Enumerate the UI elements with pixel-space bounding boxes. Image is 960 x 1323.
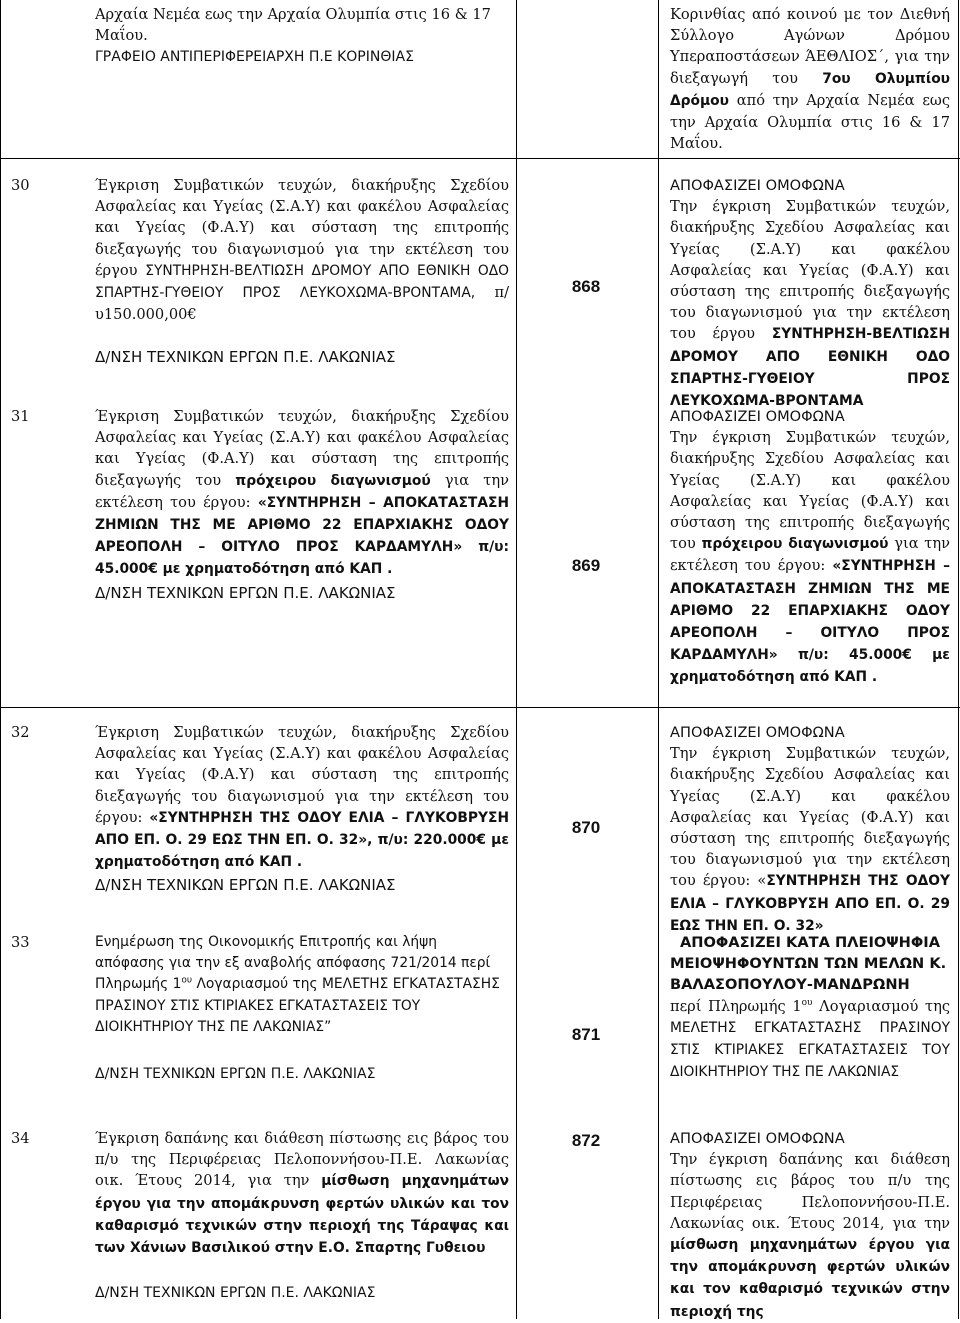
- text-run: ΜΕΛΕΤΗΣ ΕΓΚΑΤΑΣΤΑΣΗΣ ΠΡΑΣΙΝΟΥ ΣΤΙΣ ΚΤΙΡΙΑΚΕΣ ΕΓΚΑΤΑΣΤΑΣΕΙΣ ΤΟΥ ΔΙΟΙΚΗΤΗΡΙΟΥ ΤΗΣ ΠΕ ΛΑΚΩΝΙΑΣ: [670, 1019, 950, 1081]
- resolution-head: ΑΠΟΦΑΣΙΖΕΙ ΟΜΟΦΩΝΑ: [670, 1130, 845, 1147]
- top-left-cell: [95, 4, 510, 69]
- text-run: Την έγκριση δαπάνης και διάθεση πίστωσης εις βάρος του π/υ της Περιφέρειας Πελοποννήσου-Π.Ε. Λακωνίας οικ. Έτους 2014, για την: [670, 1151, 950, 1232]
- top-right-cell: [670, 4, 950, 154]
- text-run-bold: «ΣΥΝΤΗΡΗΣΗ – ΑΠΟΚΑΤΑΣΤΑΣΗ ΖΗΜΙΩΝ ΤΗΣ ΜΕ ΑΡΙΘΜΟ 22 ΕΠΑΡΧΙΑΚΗΣ ΟΔΟΥ ΑΡΕΟΠΟΛΗ – ΟΙΤΥΛΟ ΠΡΟΣ ΚΑΡΔΑΜΥΛΗ» π/υ: 45.000€ με χρηματοδότηση από ΚΑΠ .: [670, 558, 951, 686]
- resolution-cell: [670, 722, 950, 937]
- superscript: ου: [801, 997, 813, 1008]
- resolution-head: ΑΠΟΦΑΣΙΖΕΙ ΟΜΟΦΩΝΑ: [670, 177, 845, 194]
- column-divider-2: [658, 0, 659, 1319]
- item-number: 30: [11, 177, 30, 194]
- item-number: 31: [11, 408, 30, 425]
- text-run: Ενημέρωση της Οικονομικής Επιτροπής και λήψη απόφασης για την εξ αναβολής απόφασης 721/2014 περί Πληρωμής 1: [95, 934, 491, 993]
- item-description: [11, 175, 509, 369]
- item-description: [11, 932, 509, 1085]
- text-run: Την έγκριση Συμβατικών τευχών, διακήρυξης Σχεδίου Ασφαλείας και Υγείας (Σ.Α.Υ) και φακέλου Ασφαλείας και Υγείας (Φ.Α.Υ) και σύσταση της επιτροπής διεξαγωγής του διαγωνισμού για την εκτέλεση του έργου: «: [670, 745, 950, 890]
- resolution-cell: [670, 1128, 950, 1323]
- office-name: ΓΡΑΦΕΙΟ ΑΝΤΙΠΕΡΙΦΕΡΕΙΑΡΧΗ Π.Ε ΚΟΡΙΝΘΙΑΣ: [95, 49, 414, 66]
- department-label: Δ/ΝΣΗ ΤΕΧΝΙΚΩΝ ΕΡΓΩΝ Π.Ε. ΛΑΚΩΝΙΑΣ: [95, 876, 396, 895]
- decision-number: 868: [571, 277, 601, 296]
- text-run-bold: ΣΥΝΤΗΡΗΣΗ ΤΗΣ ΟΔΟΥ ΕΛΙΑ – ΓΛΥΚΟΒΡΥΣΗ ΑΠΟ ΕΠ. Ο. 29 ΕΩΣ ΤΗΝ ΕΠ. Ο. 32»: [670, 873, 951, 934]
- resolution-cell: [670, 932, 950, 1083]
- text-run-bold: μίσθωση μηχανημάτων έργου για την απομάκρυνση φερτών υλικών και τον καθαρισμό τεχνικών στην περιοχή της Τάραψας και των Χάνιων Βασιλικού στην Ε.Ο. Σπαρτης Γυθειου: [95, 1173, 509, 1257]
- item-number: 32: [11, 724, 30, 741]
- table-border-right: [958, 0, 959, 1319]
- text-run: Έγκριση δαπάνης και διάθεση πίστωσης εις βάρος του π/υ της Περιφέρειας Πελοποννήσου-Π.Ε. Λακωνίας οικ. Έτους 2014, για την: [95, 1130, 509, 1190]
- text-run-bold: 7ου Ολυμπίου Δρόμου: [670, 70, 951, 109]
- department-label: Δ/ΝΣΗ ΤΕΧΝΙΚΩΝ ΕΡΓΩΝ Π.Ε. ΛΑΚΩΝΙΑΣ: [95, 1285, 376, 1302]
- text-run-bold: μίσθωση μηχανημάτων έργου για την απομάκρυνση φερτών υλικών και τον καθαρισμό τεχνικών στην περιοχή της: [670, 1237, 950, 1320]
- resolution-head: ΑΠΟΦΑΣΙΖΕΙ ΟΜΟΦΩΝΑ: [670, 724, 845, 741]
- text-run-bold: πρόχειρου διαγωνισμού: [235, 472, 431, 489]
- text-run: ΣΥΝΤΗΡΗΣΗ-ΒΕΛΤΙΩΣΗ ΔΡΟΜΟΥ ΑΠΟ ΕΘΝΙΚΗ ΟΔΟ ΣΠΑΡΤΗΣ-ΓΥΘΕΙΟΥ ΠΡΟΣ ΛΕΥΚΟΧΩΜΑ-ΒΡΟΝΤΑΜΑ,: [95, 262, 509, 302]
- resolution-head: ΑΠΟΦΑΣΙΖΕΙ ΟΜΟΦΩΝΑ: [670, 408, 845, 425]
- column-divider-1: [516, 0, 517, 1319]
- resolution-cell: [670, 406, 950, 689]
- text-run: Έγκριση Συμβατικών τευχών, διακήρυξης Σχεδίου Ασφαλείας και Υγείας (Σ.Α.Υ) και φακέλου Ασφαλείας και Υγείας (Φ.Α.Υ) και σύσταση της επιτροπής διεξαγωγής του: [95, 408, 509, 489]
- decision-number: 872: [571, 1131, 601, 1150]
- agenda-item-33: [11, 932, 509, 1085]
- text-run-bold: , π/υ: 220.000€ με χρηματοδότηση από ΚΑΠ .: [95, 832, 509, 871]
- text-run: από την Αρχαία Νεμέα εως την Αρχαία Ολυμπία στις 16 & 17 Μαΐου.: [670, 91, 950, 153]
- text-run: για την εκτέλεση του έργου:: [670, 535, 950, 575]
- agenda-item-32: [11, 722, 509, 897]
- text-run: Την έγκριση Συμβατικών τευχών, διακήρυξης Σχεδίου Ασφαλείας και Υγείας (Σ.Α.Υ) και φακέλου Ασφαλείας και Υγείας (Φ.Α.Υ) και σύσταση της επιτροπής διεξαγωγής του: [670, 429, 950, 553]
- item-description: [11, 406, 509, 604]
- table-border-left: [0, 0, 1, 1319]
- item-description: [11, 722, 509, 897]
- text-run-bold: «ΣΥΝΤΗΡΗΣΗ – ΑΠΟΚΑΤΑΣΤΑΣΗ ΖΗΜΙΩΝ ΤΗΣ ΜΕ ΑΡΙΘΜΟ 22 ΕΠΑΡΧΙΑΚΗΣ ΟΔΟΥ ΑΡΕΟΠΟΛΗ – ΟΙΤΥΛΟ ΠΡΟΣ ΚΑΡΔΑΜΥΛΗ» π/υ: 45.000€ με χρηματοδότηση από ΚΑΠ .: [95, 494, 509, 578]
- text-run-bold: «ΣΥΝΤΗΡΗΣΗ ΤΗΣ ΟΔΟΥ ΕΛΙΑ – ΓΛΥΚΟΒΡΥΣΗ ΑΠΟ ΕΠ. Ο. 29 ΕΩΣ ΤΗΝ ΕΠ. Ο. 32»: [95, 809, 509, 849]
- resolution-head: ΑΠΟΦΑΣΙΖΕΙ ΚΑΤΑ ΠΛΕΙΟΨΗΦΙΑ: [679, 934, 941, 951]
- text-run: Κορινθίας από κοινού με τον Διεθνή Σύλλογο Αγώνων Δρόμου Υπεραποστάσεων ΆΕΘΛΙΟΣ΄, για την διεξαγωγή του: [670, 6, 950, 87]
- resolution-cell: [670, 175, 950, 412]
- row-divider: [0, 158, 960, 159]
- text-run: π/υ150.000,00€: [95, 284, 509, 324]
- text-run: Έγκριση Συμβατικών τευχών, διακήρυξης Σχεδίου Ασφαλείας και Υγείας (Σ.Α.Υ) και φακέλου Ασφαλείας και Υγείας (Φ.Α.Υ) και σύσταση της επιτροπής διεξαγωγής του διαγωνισμού για την εκτέλεση του έργου:: [95, 724, 509, 826]
- text-line: Αρχαία Νεμέα εως την Αρχαία Ολυμπία στις 16 & 17: [95, 6, 491, 23]
- text-run-bold: πρόχειρου διαγωνισμού: [701, 536, 889, 553]
- text-run: ΜΕΛΕΤΗΣ ΕΓΚΑΤΑΣΤΑΣΗΣ ΠΡΑΣΙΝΟΥ ΣΤΙΣ ΚΤΙΡΙΑΚΕΣ ΕΓΚΑΤΑΣΤΑΣΕΙΣ ΤΟΥ ΔΙΟΙΚΗΤΗΡΙΟΥ ΤΗΣ ΠΕ ΛΑΚΩΝΙΑΣ”: [95, 976, 500, 1035]
- minority-members: ΜΕΙΟΨΗΦΟΥΝΤΩΝ ΤΩΝ ΜΕΛΩΝ Κ. ΒΑΛΑΣΟΠΟΥΛΟΥ-ΜΑΝΔΡΩΝΗ: [670, 955, 947, 994]
- decision-number: 870: [571, 818, 601, 837]
- agenda-item-34: [11, 1128, 509, 1304]
- text-line: Μαΐου.: [95, 27, 148, 45]
- item-number: 33: [11, 934, 30, 951]
- agenda-item-30: [11, 175, 509, 369]
- text-run: Την έγκριση Συμβατικών τευχών, διακήρυξης Σχεδίου Ασφαλείας και Υγείας (Σ.Α.Υ) και φακέλου Ασφαλείας και Υγείας (Φ.Α.Υ) και σύσταση της επιτροπής διεξαγωγής του διαγωνισμού για την εκτέλεση του έργου: [670, 198, 950, 343]
- superscript: ου: [181, 975, 193, 986]
- text-run-bold: ΣΥΝΤΗΡΗΣΗ-ΒΕΛΤΙΩΣΗ ΔΡΟΜΟΥ ΑΠΟ ΕΘΝΙΚΗ ΟΔΟ ΣΠΑΡΤΗΣ-ΓΥΘΕΙΟΥ ΠΡΟΣ ΛΕΥΚΟΧΩΜΑ-ΒΡΟΝΤΑΜΑ: [670, 326, 950, 410]
- text-run: περί Πληρωμής 1: [670, 997, 802, 1015]
- item-description: [11, 1128, 509, 1304]
- department-label: Δ/ΝΣΗ ΤΕΧΝΙΚΩΝ ΕΡΓΩΝ Π.Ε. ΛΑΚΩΝΙΑΣ: [95, 348, 396, 367]
- item-number: 34: [11, 1130, 30, 1147]
- agenda-item-31: [11, 406, 509, 604]
- text-run: Λογαριασμού της: [812, 997, 950, 1015]
- text-run: Λογαριασμού της: [192, 976, 323, 993]
- department-label: Δ/ΝΣΗ ΤΕΧΝΙΚΩΝ ΕΡΓΩΝ Π.Ε. ΛΑΚΩΝΙΑΣ: [95, 1066, 376, 1083]
- decision-number: 869: [571, 556, 601, 575]
- decision-number: 871: [571, 1025, 601, 1044]
- row-divider: [0, 707, 960, 708]
- department-label: Δ/ΝΣΗ ΤΕΧΝΙΚΩΝ ΕΡΓΩΝ Π.Ε. ΛΑΚΩΝΙΑΣ: [95, 583, 396, 602]
- text-run: Έγκριση Συμβατικών τευχών, διακήρυξης Σχεδίου Ασφαλείας και Υγείας (Σ.Α.Υ) και φακέλου Ασφαλείας και Υγείας (Φ.Α.Υ) και σύσταση της επιτροπής διεξαγωγής του διαγωνισμού για την εκτέλεση του έργου: [95, 177, 509, 279]
- text-run: για την εκτέλεση του έργου:: [95, 471, 509, 511]
